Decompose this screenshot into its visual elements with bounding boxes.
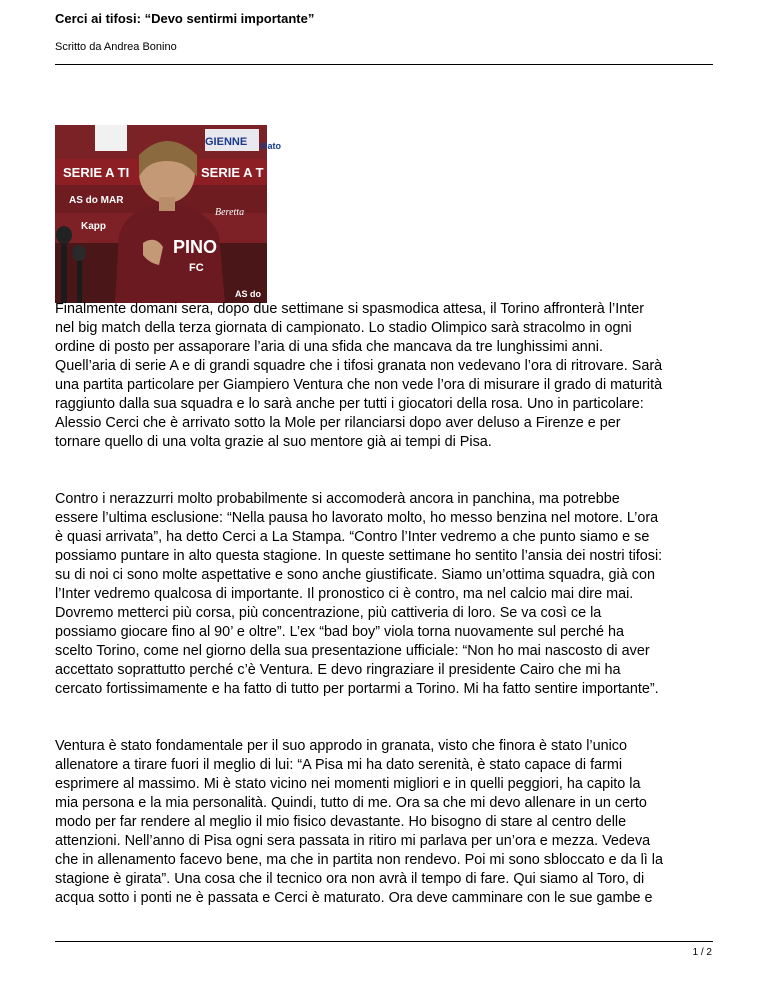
- article-photo: [55, 125, 281, 303]
- jersey-text: PINO: [173, 237, 218, 257]
- article-paragraph: Finalmente domani sera, dopo due settimane si spasmodica attesa, il Torino affronterà l’Inter nel big match della terza giornata di campionato. Lo stadio Olimpico sarà stracolmo in ogni ordine di posto per assaporare l’aria di una sfida che mancava da tre lunghissimi anni. Quell’aria di serie A e di grandi squadre che i tifosi granata non vedevano l’ora di ritrovare. Sarà una partita particolare per Giampiero Ventura che non vede l’ora di misurare il grado di maturità raggiunto dalla sua squadra e lo sarà anche per tutti i giocatori della rosa. Uno in particolare: Alessio Cerci che è arrivato sotto la Mole per rilanciarsi dopo aver deluso a Firenze e per tornare quello di una volta grazie al suo mentore già ai tempi di Pisa.: [55, 301, 663, 450]
- sponsor-text: Kapp: [81, 221, 106, 232]
- author-byline: Scritto da Andrea Bonino: [55, 41, 177, 53]
- jersey-text: FC: [189, 262, 204, 274]
- sponsor-text: SERIE A TI: [63, 165, 130, 180]
- sponsor-text: AS do: [235, 289, 261, 299]
- sponsor-text: Beretta: [215, 207, 245, 218]
- sponsor-text: AS do MAR: [69, 195, 124, 206]
- sponsor-text: GIENNE: [205, 136, 248, 148]
- press-conference-photo: [55, 125, 281, 303]
- sponsor-text: SERIE A T: [201, 165, 264, 180]
- sponsor-text: Mato: [260, 141, 281, 151]
- footer-divider: [55, 941, 713, 942]
- article-paragraph: Ventura è stato fondamentale per il suo approdo in granata, visto che finora è stato l’unico allenatore a tirare fuori il meglio di lui: “A Pisa mi ha dato serenità, è stato capace di farmi esprimere al massimo. Mi è stato vicino nei momenti migliori e in quelli peggiori, ha capito la mia persona e la mia personalità. Quindi, tutto di me. Ora sa che mi devo allenare in un certo modo per far rendere al meglio il mio fisico devastante. Ho bisogno di stare al centro delle attenzioni. Nell’anno di Pisa ogni sera passata in ritiro mi parlava per un’ora e mezza. Vedeva che in allenamento facevo bene, ma che in partita non rendevo. Poi mi sono sbloccato e da lì la stagione è girata”. Una cosa che il tecnico ora non avrà il tempo di fare. Qui siamo al Toro, di acqua sotto i ponti ne è passata e Cerci è maturato. Ora deve camminare con le sue gambe e: [55, 738, 663, 906]
- header-divider: [55, 64, 713, 65]
- article-title: Cerci ai tifosi: “Devo sentirmi importante”: [55, 11, 315, 26]
- article-body: [55, 300, 715, 908]
- page-number: 1 / 2: [692, 947, 712, 958]
- article-paragraph: Contro i nerazzurri molto probabilmente si accomoderà ancora in panchina, ma potrebbe essere l’ultima esclusione: “Nella pausa ho lavorato molto, ho messo benzina nel motore. L’ora è quasi arrivata”, ha detto Cerci a La Stampa. “Contro l’Inter vedremo a che punto siamo e se possiamo puntare in alto questa stagione. In queste settimane ho sentito l’ansia dei nostri tifosi: su di noi ci sono molte aspettative e sono anche giustificate. Siamo un’ottima squadra, già con l’Inter vedremo qualcosa di importante. Il pronostico ci è contro, ma nel calcio mai dire mai. Dovremo metterci più corsa, più concentrazione, più cattiveria di loro. Se va così ce la possiamo giocare fino al 90’ e oltre”. L’ex “bad boy” viola torna nuovamente sul perché ha scelto Torino, come nel giorno della sua presentazione ufficiale: “Non ho mai nascosto di aver accettato soprattutto perché c’è Ventura. E devo ringraziare il presidente Cairo che mi ha cercato fortissimamente e ha fatto di tutto per portarmi a Torino. Mi ha fatto sentire importante”.: [55, 491, 663, 697]
